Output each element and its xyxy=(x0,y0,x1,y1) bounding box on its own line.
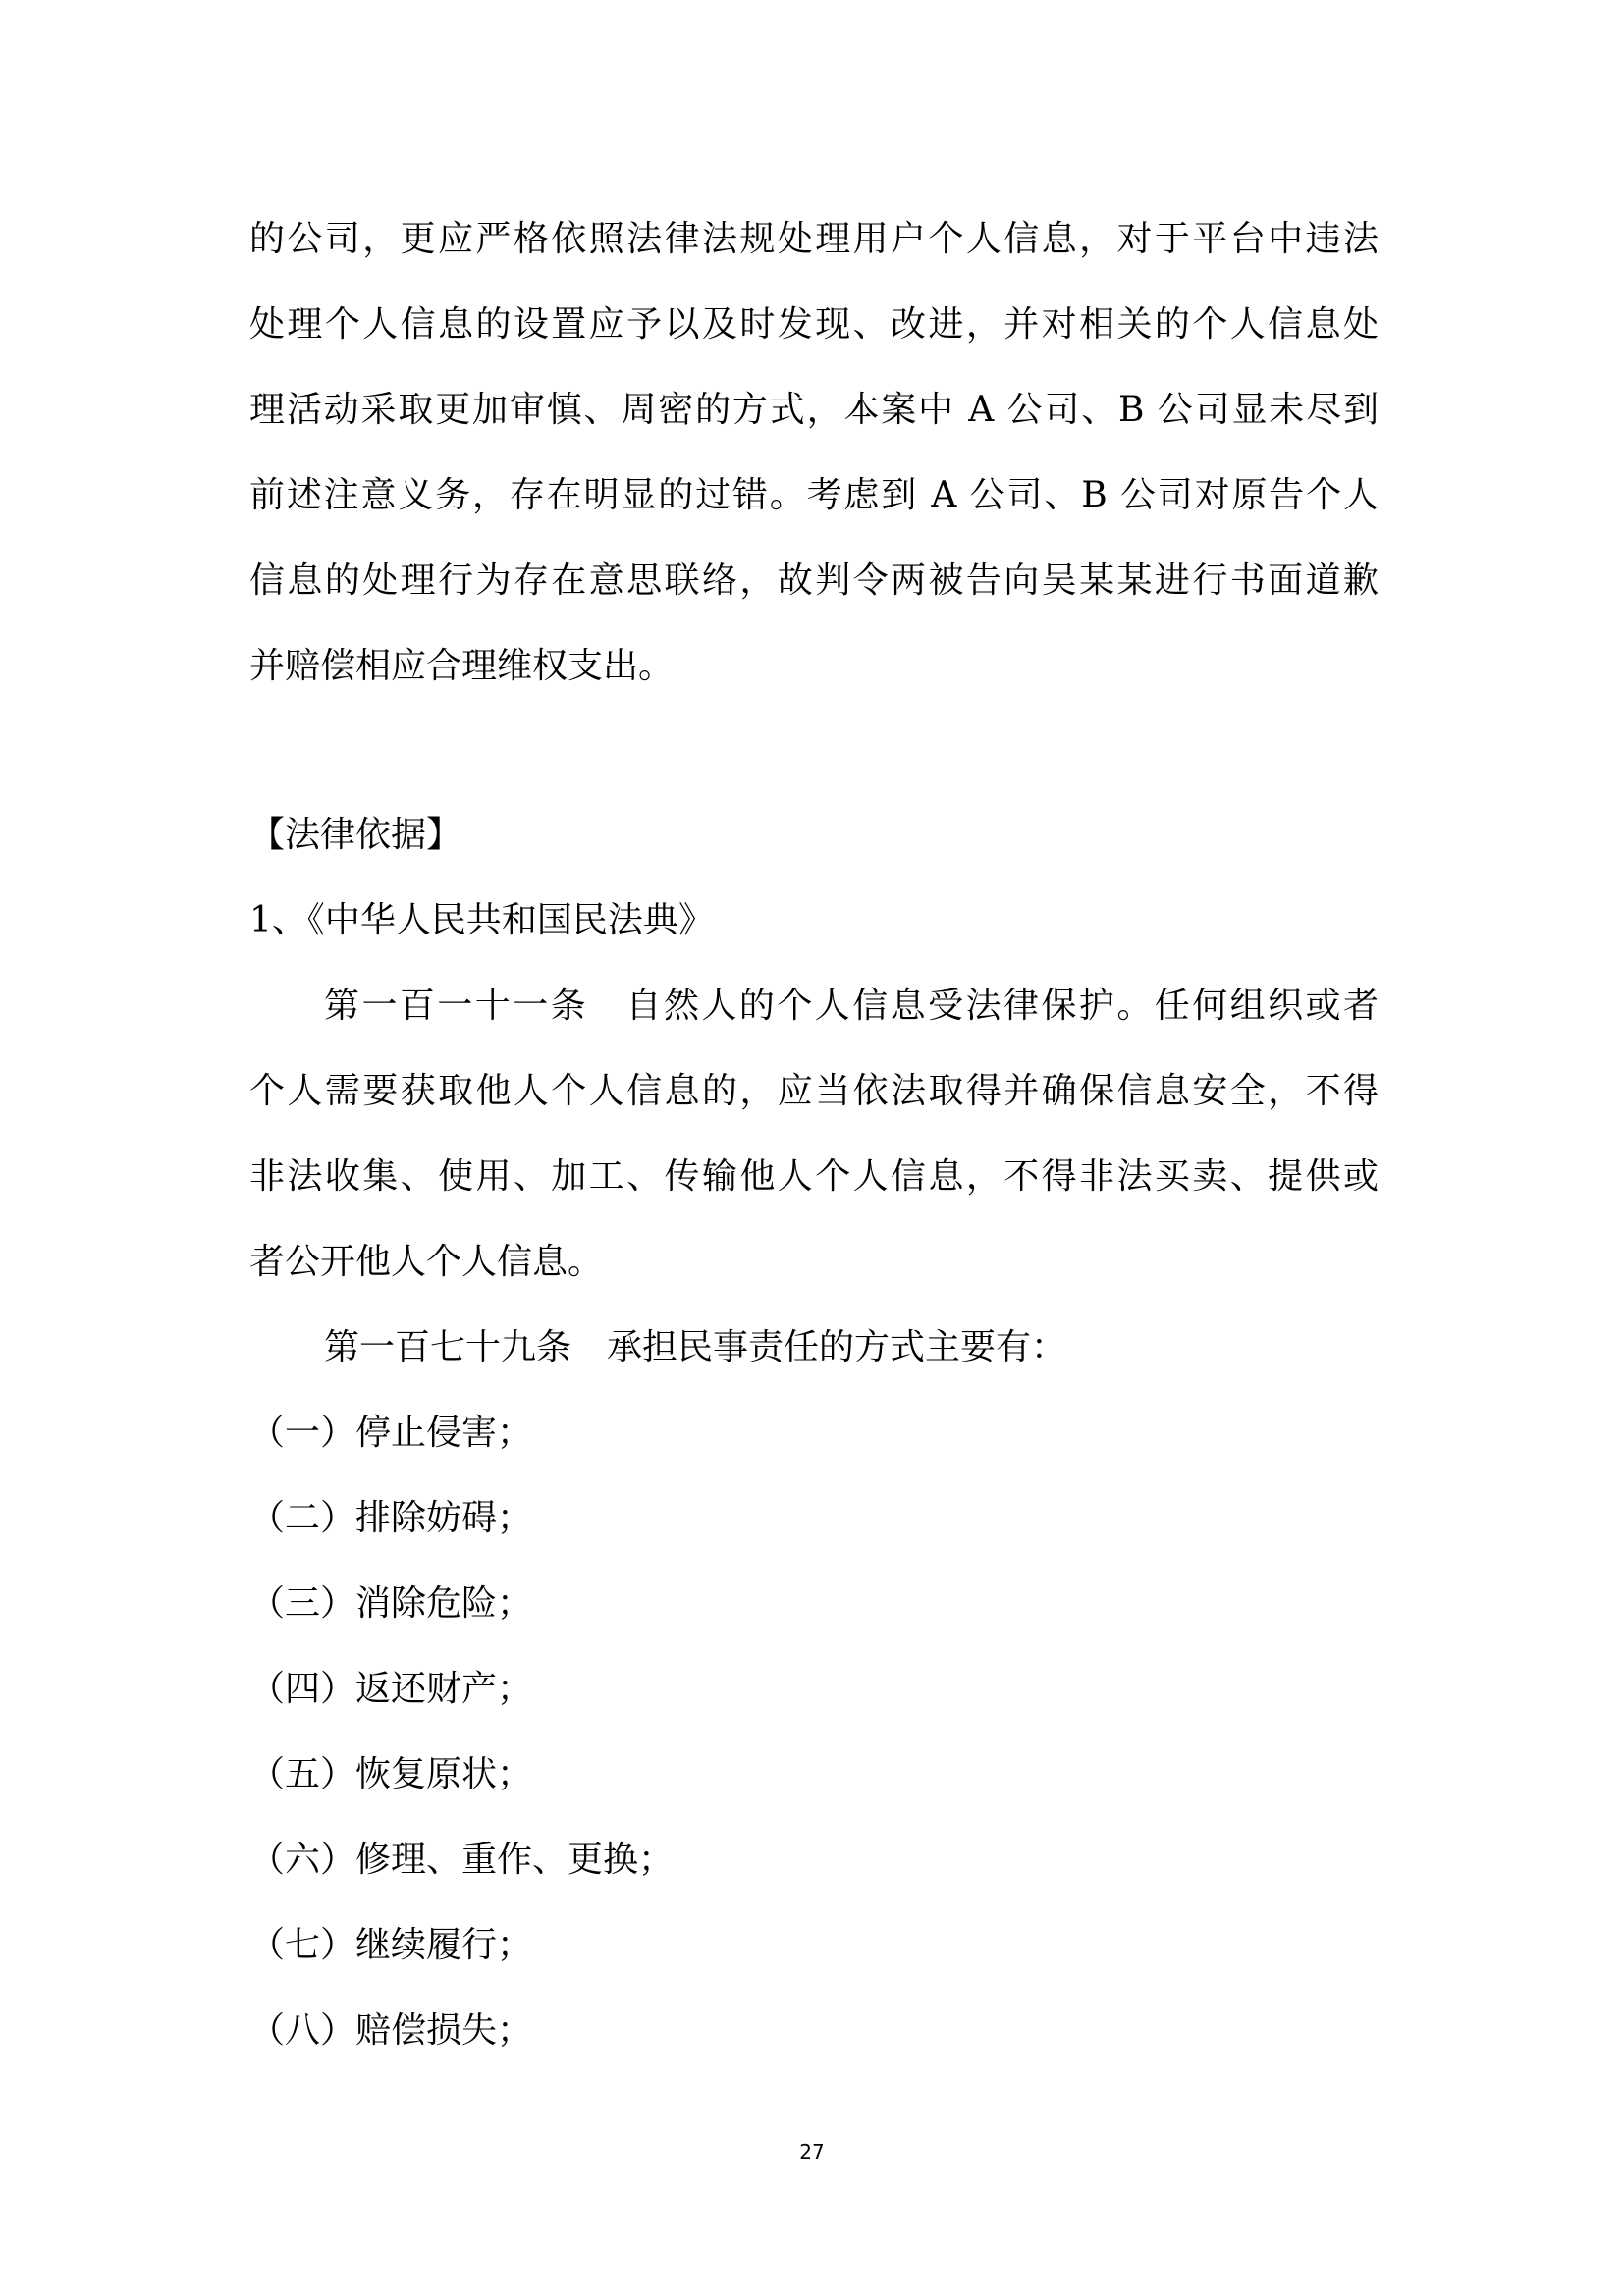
list-item: （五）恢复原状； xyxy=(249,1754,533,1794)
law-title: 1、《中华人民共和国民法典》 xyxy=(249,900,714,940)
article-intro: 第一百七十九条 承担民事责任的方式主要有： xyxy=(324,1327,1067,1367)
paragraph-line: 的公司，更应严格依照法律法规处理用户个人信息，对于平台中违法 xyxy=(249,219,1379,259)
list-item: （六）修理、重作、更换； xyxy=(249,1840,675,1880)
list-item: （七）继续履行； xyxy=(249,1925,533,1965)
page-number: 27 xyxy=(799,2140,825,2163)
paragraph-line: 处理个人信息的设置应予以及时发现、改进，并对相关的个人信息处 xyxy=(249,304,1379,345)
paragraph-line: 并赔偿相应合理维权支出。 xyxy=(249,646,675,686)
paragraph-line: 信息的处理行为存在意思联络，故判令两被告向吴某某进行书面道歉 xyxy=(249,561,1379,601)
article-line: 个人需要获取他人个人信息的，应当依法取得并确保信息安全，不得 xyxy=(249,1071,1379,1111)
paragraph-line: 理活动采取更加审慎、周密的方式，本案中 A 公司、B 公司显未尽到 xyxy=(249,390,1379,430)
list-item: （三）消除危险； xyxy=(249,1583,533,1624)
paragraph-line: 前述注意义务，存在明显的过错。考虑到 A 公司、B 公司对原告个人 xyxy=(249,475,1379,515)
list-item: （一）停止侵害； xyxy=(249,1413,533,1453)
section-heading: 【法律依据】 xyxy=(249,815,462,855)
list-item: （四）返还财产； xyxy=(249,1669,533,1709)
list-item: （八）赔偿损失； xyxy=(249,2010,533,2051)
article-line: 第一百一十一条 自然人的个人信息受法律保护。任何组织或者 xyxy=(324,986,1379,1026)
list-item: （二）排除妨碍； xyxy=(249,1498,533,1538)
article-line: 者公开他人个人信息。 xyxy=(249,1242,604,1282)
article-line: 非法收集、使用、加工、传输他人个人信息，不得非法买卖、提供或 xyxy=(249,1156,1379,1197)
